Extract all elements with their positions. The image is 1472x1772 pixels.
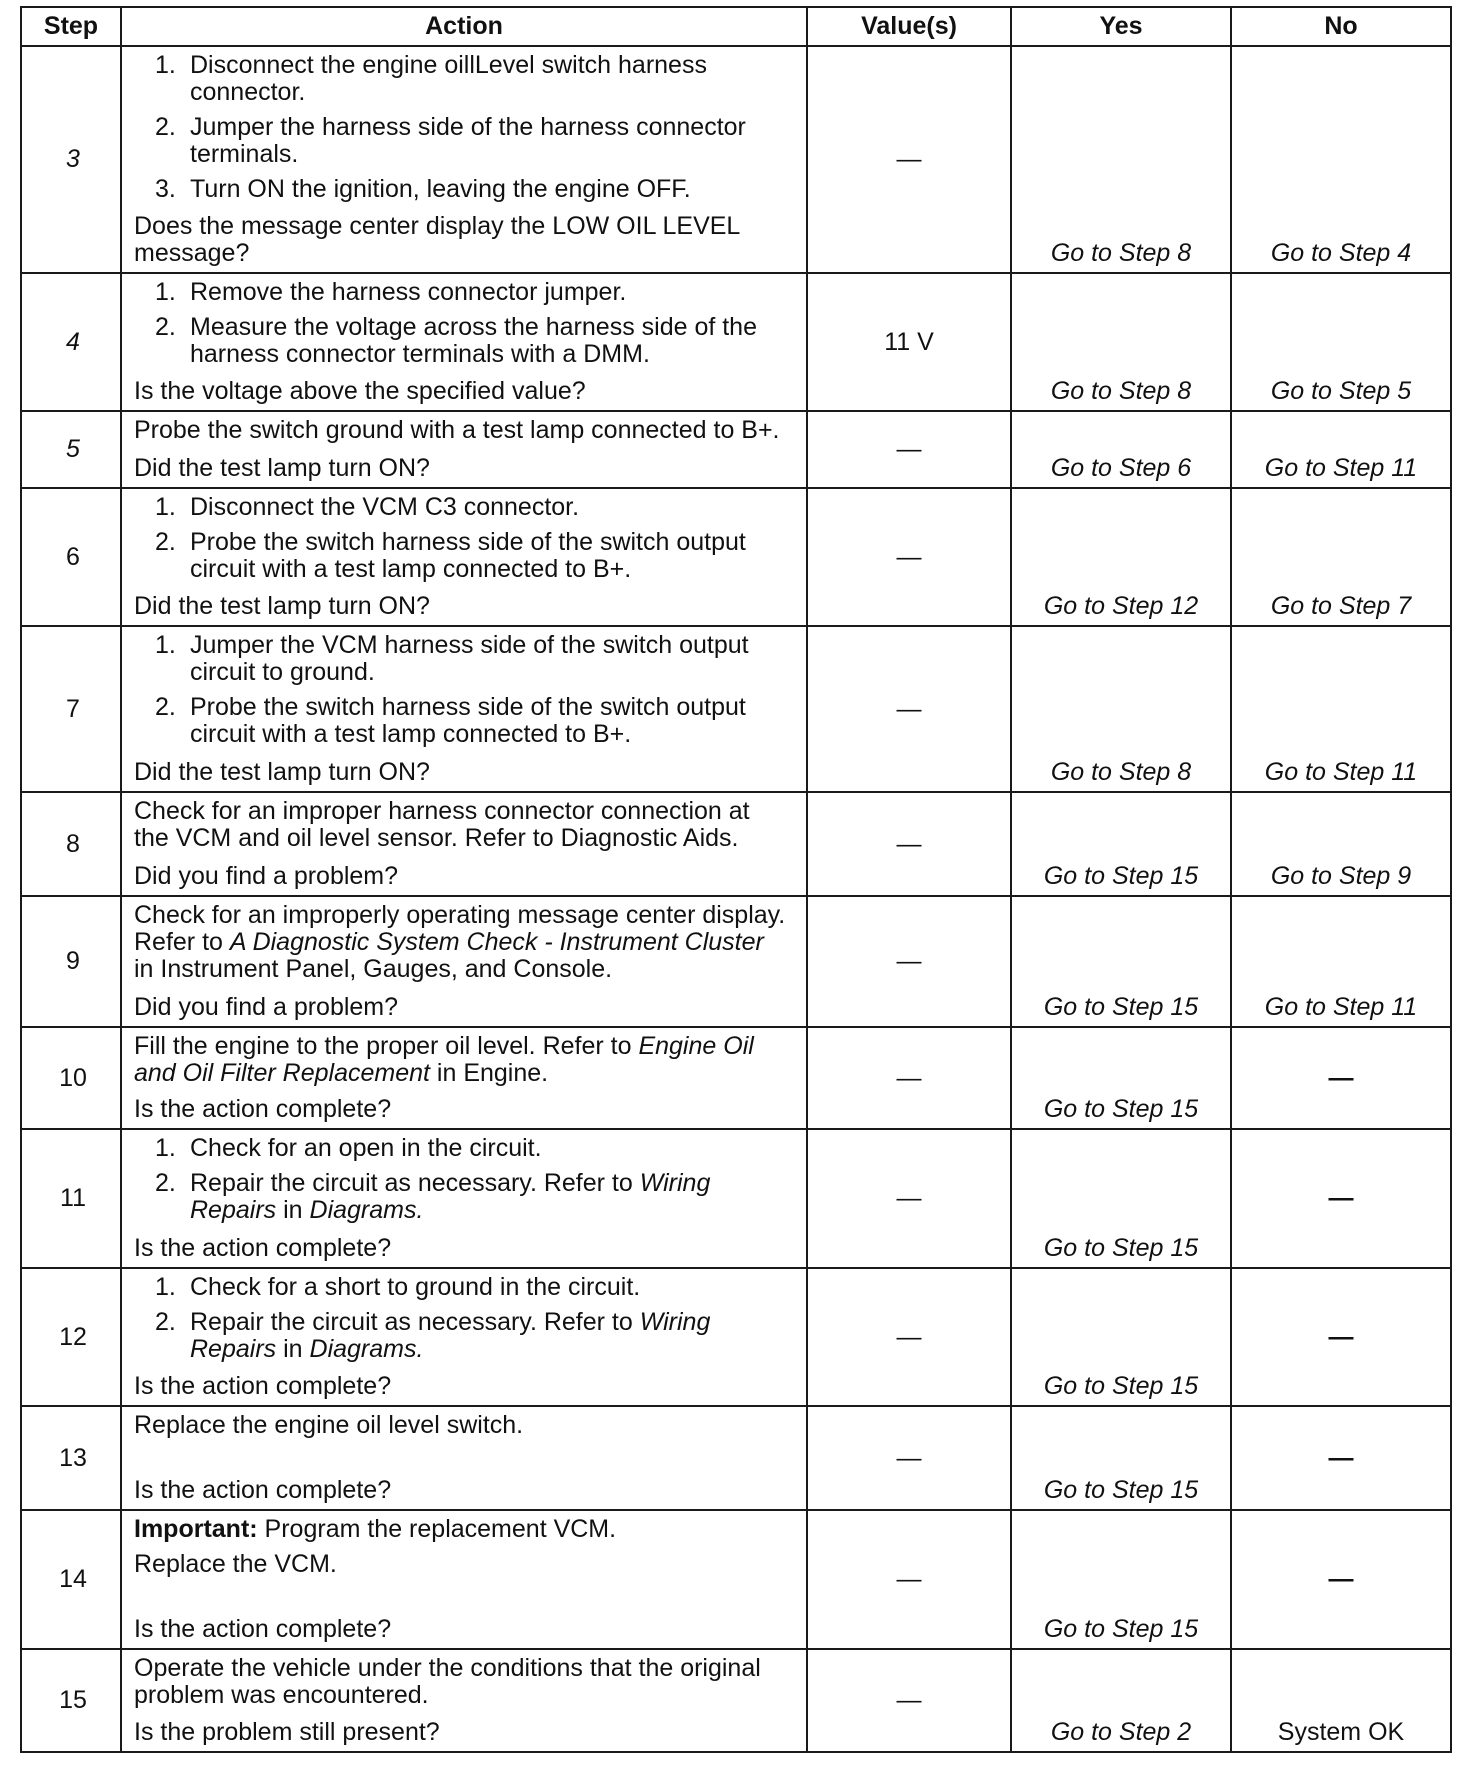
no-result: — — [1232, 1130, 1450, 1267]
paragraph-text: Probe the switch ground with a test lamp connected to B+. — [134, 416, 780, 444]
step-number: 14 — [22, 1511, 120, 1648]
item-text: Probe the switch harness side of the switch output circuit with a test lamp connected to B+. — [190, 528, 746, 583]
paragraph-text: Replace the engine oil level switch. — [134, 1411, 524, 1439]
item-number: 1. — [155, 1273, 176, 1301]
no-result: — — [1232, 1511, 1450, 1648]
item-number: 2. — [155, 113, 176, 141]
document-reference: Engine Oil and Oil Filter Replacement — [134, 1032, 754, 1087]
step-number: 15 — [22, 1650, 120, 1751]
action-question: Is the action complete? — [134, 1095, 392, 1123]
action-paragraph — [134, 1655, 798, 1709]
action-question: Is the action complete? — [134, 1476, 392, 1504]
action-paragraph — [134, 1516, 798, 1543]
value-cell: — — [808, 627, 1010, 791]
action-step-item — [134, 176, 798, 203]
yes-result: Go to Step 8 — [1012, 274, 1230, 410]
document-reference: Wiring Repairs — [190, 1169, 711, 1224]
no-result: Go to Step 9 — [1232, 793, 1450, 895]
action-cell — [122, 627, 806, 791]
document-reference: Wiring Repairs — [190, 1308, 711, 1363]
action-cell — [122, 897, 806, 1026]
action-question: Is the action complete? — [134, 1615, 392, 1643]
item-text: Repair the circuit as necessary. Refer to — [190, 1169, 640, 1197]
item-number: 2. — [155, 1308, 176, 1336]
step-number: 9 — [22, 897, 120, 1026]
action-question: Did the test lamp turn ON? — [134, 592, 430, 620]
item-number: 2. — [155, 693, 176, 721]
no-result: Go to Step 11 — [1232, 627, 1450, 791]
step-number: 10 — [22, 1028, 120, 1128]
action-cell — [122, 793, 806, 895]
value-cell: — — [808, 897, 1010, 1026]
action-question: Does the message center display the LOW OIL LEVEL message? — [134, 212, 741, 267]
action-step-item — [134, 1170, 798, 1224]
action-step-item — [134, 114, 798, 168]
action-cell — [122, 1028, 806, 1128]
no-result: — — [1232, 1269, 1450, 1405]
action-step-item — [134, 279, 798, 306]
diagnostic-table — [20, 6, 1452, 1753]
action-cell — [122, 489, 806, 625]
item-text: Check for a short to ground in the circuit. — [190, 1273, 641, 1301]
yes-result: Go to Step 8 — [1012, 47, 1230, 272]
step-number: 5 — [22, 412, 120, 487]
item-number: 1. — [155, 631, 176, 659]
action-step-item — [134, 494, 798, 521]
document-reference: A Diagnostic System Check - Instrument Cluster — [229, 928, 764, 956]
item-number: 2. — [155, 313, 176, 341]
step-number: 11 — [22, 1130, 120, 1267]
document-reference: Diagrams. — [309, 1196, 424, 1224]
action-paragraph — [134, 798, 798, 852]
step-number: 6 — [22, 489, 120, 625]
action-question: Did you find a problem? — [134, 862, 399, 890]
value-cell: — — [808, 1028, 1010, 1128]
item-text: Remove the harness connector jumper. — [190, 278, 627, 306]
paragraph-text: Program the replacement VCM. — [257, 1515, 617, 1543]
item-text: Jumper the harness side of the harness connector terminals. — [190, 113, 746, 168]
value-cell: — — [808, 1407, 1010, 1509]
action-question: Is the problem still present? — [134, 1718, 440, 1746]
action-step-item — [134, 1309, 798, 1363]
step-number: 12 — [22, 1269, 120, 1405]
value-cell: — — [808, 412, 1010, 487]
action-cell — [122, 1407, 806, 1509]
item-text: Disconnect the VCM C3 connector. — [190, 493, 580, 521]
value-cell: — — [808, 489, 1010, 625]
item-text: Check for an open in the circuit. — [190, 1134, 542, 1162]
item-number: 2. — [155, 1169, 176, 1197]
action-question: Did the test lamp turn ON? — [134, 758, 430, 786]
item-text: Jumper the VCM harness side of the switch output circuit to ground. — [190, 631, 749, 686]
action-cell — [122, 1269, 806, 1405]
item-text: Disconnect the engine oillLevel switch harness connector. — [190, 51, 707, 106]
no-result: — — [1232, 1028, 1450, 1128]
no-result: Go to Step 4 — [1232, 47, 1450, 272]
action-step-item — [134, 529, 798, 583]
yes-result: Go to Step 15 — [1012, 1130, 1230, 1267]
yes-result: Go to Step 2 — [1012, 1650, 1230, 1751]
action-cell — [122, 412, 806, 487]
item-text: in — [276, 1335, 310, 1363]
header-step: Step — [22, 8, 120, 45]
no-result: — — [1232, 1407, 1450, 1509]
no-result: Go to Step 7 — [1232, 489, 1450, 625]
action-paragraph — [134, 417, 798, 444]
paragraph-text: Check for an improper harness connector connection at the VCM and oil level sensor. Refer to Diagnostic Aids. — [134, 797, 750, 852]
paragraph-text: Replace the VCM. — [134, 1550, 337, 1578]
step-number: 13 — [22, 1407, 120, 1509]
value-cell: — — [808, 1650, 1010, 1751]
action-paragraph — [134, 1412, 798, 1439]
no-result: Go to Step 5 — [1232, 274, 1450, 410]
action-question: Is the action complete? — [134, 1372, 392, 1400]
action-cell — [122, 1650, 806, 1751]
no-result: Go to Step 11 — [1232, 897, 1450, 1026]
yes-result: Go to Step 15 — [1012, 1269, 1230, 1405]
item-number: 1. — [155, 1134, 176, 1162]
paragraph-text: Check for an improperly operating message center display. Refer to — [134, 901, 786, 956]
action-paragraph — [134, 902, 798, 983]
item-text: Turn ON the ignition, leaving the engine OFF. — [190, 175, 691, 203]
header-action: Action — [122, 8, 806, 45]
action-cell — [122, 274, 806, 410]
paragraph-text: in Engine. — [429, 1059, 549, 1087]
no-result: System OK — [1232, 1650, 1450, 1751]
value-cell: — — [808, 1269, 1010, 1405]
header-yes: Yes — [1012, 8, 1230, 45]
yes-result: Go to Step 6 — [1012, 412, 1230, 487]
item-text: in — [276, 1196, 310, 1224]
action-question: Is the action complete? — [134, 1234, 392, 1262]
value-cell: — — [808, 47, 1010, 272]
action-question: Is the voltage above the specified value? — [134, 377, 586, 405]
action-paragraph — [134, 1033, 798, 1087]
action-step-item — [134, 694, 798, 748]
yes-result: Go to Step 15 — [1012, 793, 1230, 895]
action-step-item — [134, 632, 798, 686]
document-reference: Diagrams. — [309, 1335, 424, 1363]
item-number: 2. — [155, 528, 176, 556]
step-number: 4 — [22, 274, 120, 410]
item-number: 3. — [155, 175, 176, 203]
item-text: Measure the voltage across the harness side of the harness connector terminals with a DMM. — [190, 313, 757, 368]
value-cell: — — [808, 1130, 1010, 1267]
yes-result: Go to Step 8 — [1012, 627, 1230, 791]
paragraph-text: in Instrument Panel, Gauges, and Console. — [134, 955, 613, 983]
action-step-item — [134, 314, 798, 368]
paragraph-text: Operate the vehicle under the conditions that the original problem was encountered. — [134, 1654, 761, 1709]
item-text: Repair the circuit as necessary. Refer to — [190, 1308, 640, 1336]
step-number: 7 — [22, 627, 120, 791]
yes-result: Go to Step 15 — [1012, 1407, 1230, 1509]
paragraph-text: Fill the engine to the proper oil level. Refer to — [134, 1032, 639, 1060]
header-values: Value(s) — [808, 8, 1010, 45]
no-result: Go to Step 11 — [1232, 412, 1450, 487]
action-question: Did you find a problem? — [134, 993, 399, 1021]
action-paragraph — [134, 1551, 798, 1578]
yes-result: Go to Step 15 — [1012, 897, 1230, 1026]
action-step-item — [134, 1274, 798, 1301]
item-number: 1. — [155, 51, 176, 79]
item-number: 1. — [155, 278, 176, 306]
action-step-item — [134, 52, 798, 106]
action-cell — [122, 1130, 806, 1267]
yes-result: Go to Step 12 — [1012, 489, 1230, 625]
yes-result: Go to Step 15 — [1012, 1511, 1230, 1648]
action-step-item — [134, 1135, 798, 1162]
yes-result: Go to Step 15 — [1012, 1028, 1230, 1128]
action-cell — [122, 47, 806, 272]
value-cell: — — [808, 1511, 1010, 1648]
value-cell: 11 V — [808, 274, 1010, 410]
step-number: 8 — [22, 793, 120, 895]
action-question: Did the test lamp turn ON? — [134, 454, 430, 482]
important-label: Important: — [134, 1515, 258, 1543]
value-cell: — — [808, 793, 1010, 895]
header-no: No — [1232, 8, 1450, 45]
step-number: 3 — [22, 47, 120, 272]
action-cell — [122, 1511, 806, 1648]
item-text: Probe the switch harness side of the switch output circuit with a test lamp connected to B+. — [190, 693, 746, 748]
item-number: 1. — [155, 493, 176, 521]
